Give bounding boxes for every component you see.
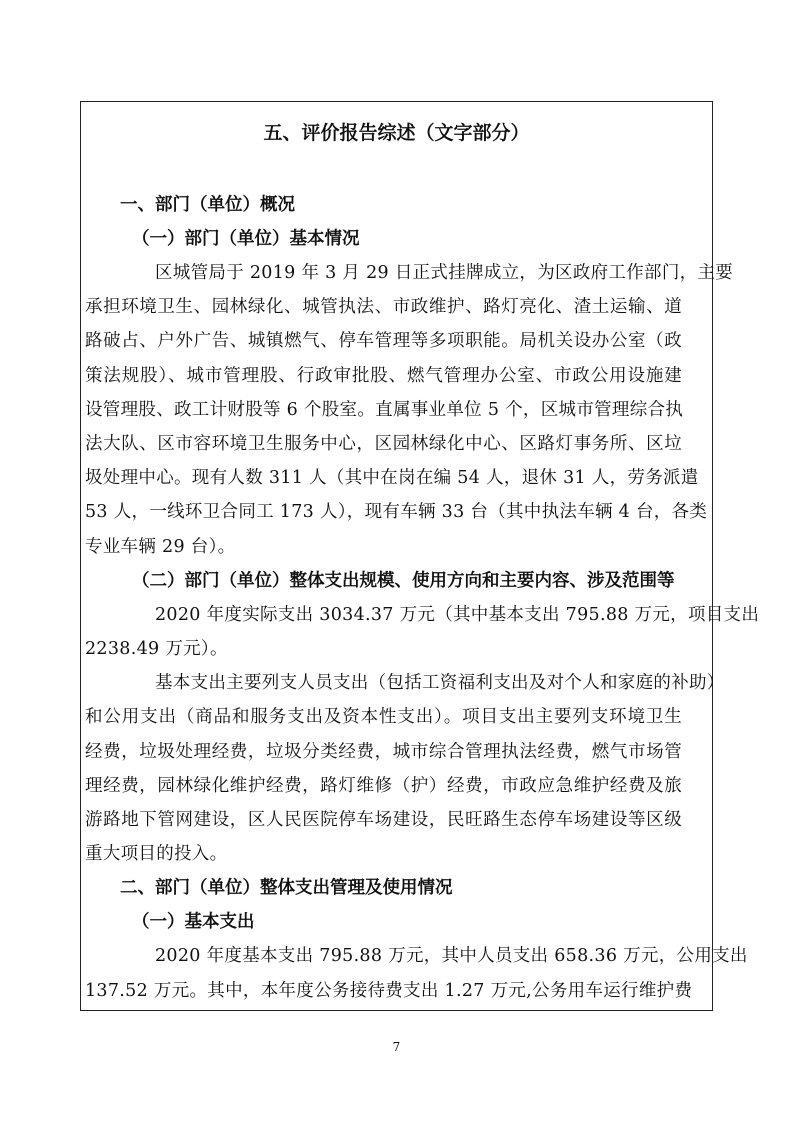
subsection-heading-1-1: （一）部门（单位）基本情况 (132, 229, 360, 249)
text-line: 理经费，园林绿化维护经费，路灯维修（护）经费，市政应急维护经费及旅 (85, 775, 682, 796)
page-number: 7 (392, 1040, 401, 1054)
paragraph-basic-expenditure (85, 939, 748, 1007)
text-line: 设管理股、政工计财股等 6 个股室。直属事业单位 5 个，区城市管理综合执 (85, 399, 684, 420)
text-line: 经费，垃圾处理经费，垃圾分类经费，城市综合管理执法经费，燃气市场管 (85, 741, 682, 762)
text-line: 专业车辆 29 台）。 (85, 536, 236, 557)
text-line: 圾处理中心。现有人数 311 人（其中在岗在编 54 人，退休 31 人，劳务派遣 (85, 468, 699, 489)
report-content (85, 188, 760, 1008)
subsection-heading-1-2: （二）部门（单位）整体支出规模、使用方向和主要内容、涉及范围等 (132, 570, 675, 591)
section-heading-1: 一、部门（单位）概况 (120, 195, 295, 215)
report-frame (80, 101, 760, 1011)
paragraph-expenditure-scale (85, 598, 760, 666)
text-line: 2238.49 万元）。 (85, 639, 228, 660)
text-line: 137.52 万元。其中，本年度公务接待费支出 1.27 万元,公务用车运行维护费 (85, 980, 693, 1001)
section-heading-2: 二、部门（单位）整体支出管理及使用情况 (120, 878, 453, 899)
text-line: 法大队、区市容环境卫生服务中心，区园林绿化中心、区路灯事务所、区垃 (85, 434, 682, 455)
paragraph-expenditure-usage (85, 666, 725, 871)
text-line: 承担环境卫生、园林绿化、城管执法、市政维护、路灯亮化、渣土运输、道 (85, 297, 682, 318)
text-line: 53 人，一线环卫合同工 173 人），现有车辆 33 台（其中执法车辆 4 台，各类 (85, 502, 708, 523)
paragraph-basic-situation (81, 256, 734, 564)
text-line: 2020 年度实际支出 3034.37 万元（其中基本支出 795.88 万元，项目支出 (155, 604, 760, 625)
text-line: 和公用支出（商品和服务支出及资本性支出）。项目支出主要列支环境卫生 (85, 707, 682, 728)
text-line: 游路地下管网建设，区人民医院停车场建设，民旺路生态停车场建设等区级 (85, 810, 682, 831)
subsection-heading-2-1: （一）基本支出 (132, 912, 255, 933)
text-line: 基本支出主要列支人员支出（包括工资福利支出及对个人和家庭的补助） (155, 673, 725, 694)
text-line: 重大项目的投入。 (85, 844, 228, 865)
text-line: 策法规股）、城市管理股、行政审批股、燃气管理办公室、市政公用设施建 (85, 365, 682, 386)
text-line: 区城管局于 2019 年 3 月 29 日正式挂牌成立，为区政府工作部门，主要 (155, 263, 734, 283)
text-line: 路破占、户外广告、城镇燃气、停车管理等多项职能。局机关设办公室（政 (85, 331, 682, 352)
text-line: 2020 年度基本支出 795.88 万元，其中人员支出 658.36 万元，公用支出 (155, 946, 748, 967)
page-title: 五、评价报告综述（文字部分） (263, 122, 530, 144)
